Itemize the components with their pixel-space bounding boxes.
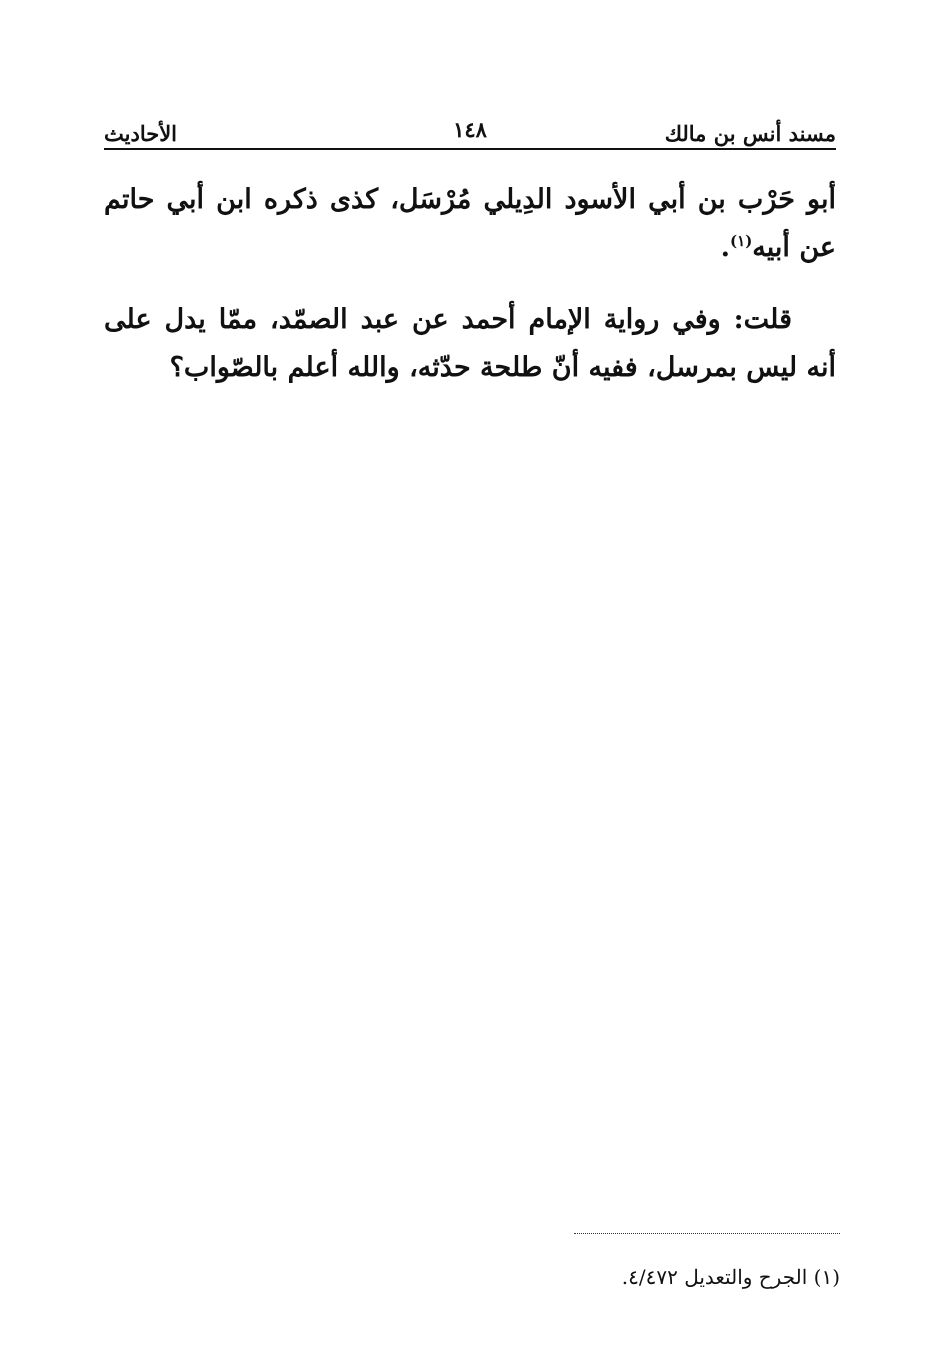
paragraph-1	[104, 176, 836, 272]
footnote-1: (١) الجرح والتعديل ٤/٤٧٢.	[621, 1265, 840, 1289]
footnote-divider	[574, 1233, 840, 1234]
page-header	[104, 112, 836, 146]
paragraph-2: قلت: وفي رواية الإمام أحمد عن عبد الصمّد، ممّا يدل على أنه ليس بمرسل، ففيه أنّ طلحة حدّثه، والله أعلم بالصّواب؟	[104, 304, 836, 383]
footnote-reference: (١)	[730, 232, 753, 250]
header-divider	[104, 148, 836, 150]
paragraph-1-text: أبو حَرْب بن أبي الأسود الدِيلي مُرْسَل، كذى ذكره ابن أبي حاتم عن أبيه	[104, 184, 836, 263]
paragraph-1-end: .	[720, 232, 731, 263]
book-title: مسند أنس بن مالك	[664, 121, 836, 146]
page-number: ١٤٨	[453, 117, 487, 142]
section-title: الأحاديث	[104, 121, 178, 146]
main-text	[104, 176, 836, 392]
